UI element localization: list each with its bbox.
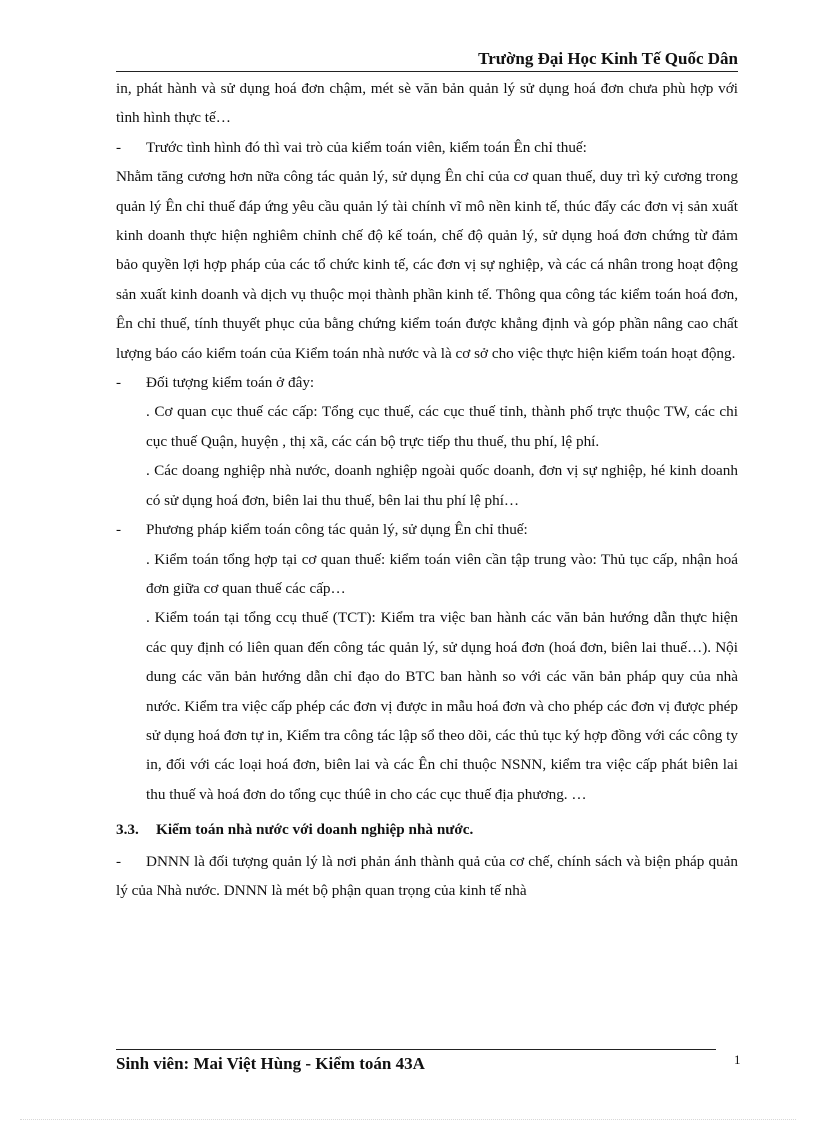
paragraph: Nhằm tăng cương hơn nữa công tác quản lý, sử dụng Ên chỉ của cơ quan thuế, duy trì kỷ cương trong quản lý Ên chỉ thuế đáp ứng yêu cầu quản lý tài chính vĩ mô nền kinh tế, thúc đẩy các đơn vị sản xuất kinh doanh thực hiện nghiêm chỉnh chế độ kế toán, chế độ quản lý, sử dụng hoá đơn chứng từ đảm bảo quyền lợi hợp pháp của các tổ chức kinh tế, các đơn vị sự nghiệp, và các cá nhân trong hoạt động sản xuất kinh doanh và dịch vụ thuộc mọi thành phần kinh tế. Thông qua công tác kiểm toán hoá đơn, Ên chỉ thuế, tính thuyết phục của bằng chứng kiểm toán được khẳng định và góp phần nâng cao chất lượng báo cáo kiểm toán của Kiểm toán nhà nước và là cơ sở cho việc thực hiện kiểm toán hoạt động. (116, 168, 738, 362)
section-heading (116, 815, 738, 844)
footer-rule (116, 1049, 716, 1050)
bullet-text: Đối tượng kiểm toán ở đây: (146, 374, 315, 392)
section-title: Kiểm toán nhà nước với doanh nghiệp nhà nước. (156, 821, 474, 839)
bullet-dash: - (116, 374, 122, 392)
paragraph: . Kiểm toán tại tổng ccụ thuế (TCT): Kiểm tra việc ban hành các văn bản hướng dẫn thực hiện các quy định có liên quan đến công tác quản lý, sử dụng hoá đơn (hoá đơn, biên lai thuế…). Nội dung các văn bản hướng dẫn chỉ đạo do BTC ban hành so với các văn bản pháp quy của nhà nước. Kiểm tra việc cấp phép các đơn vị được in mẫu hoá đơn và cho phép các đơn vị được phép sử dụng hoá đơn tự in, Kiểm tra công tác lập sổ theo dõi, các thủ tục ký hợp đồng với các công ty in, đối với các loại hoá đơn, biên lai và các Ên chỉ thuộc NSNN, kiểm tra việc cấp phát biên lai thu thuế và hoá đơn do tổng cục thúê in cho các cục thuế địa phương. … (146, 609, 738, 803)
document-body (116, 74, 738, 905)
bullet-text: Phương pháp kiểm toán công tác quản lý, sử dụng Ên chỉ thuế: (146, 521, 528, 539)
bullet-item (116, 515, 738, 544)
bullet-dash: - (116, 521, 122, 539)
running-header: Trường Đại Học Kinh Tế Quốc Dân (478, 49, 738, 68)
bullet-text: DNNN là đối tượng quản lý là nơi phản ánh thành quả của cơ chế, chính sách và biện pháp quản lý của Nhà nước. DNNN là mét bộ phận quan trọng của kinh tế nhà (116, 852, 738, 899)
footer-author: Sinh viên: Mai Việt Hùng - Kiểm toán 43A (116, 1054, 425, 1073)
paragraph: . Các doang nghiệp nhà nước, doanh nghiệp ngoài quốc doanh, đơn vị sự nghiệp, hé kinh doanh có sử dụng hoá đơn, biên lai thu thuế, bên lai thu phí lệ phí… (146, 462, 738, 509)
paragraph: . Cơ quan cục thuế các cấp: Tổng cục thuế, các cục thuế tỉnh, thành phố trực thuộc TW, các chi cục thuế Quận, huyện , thị xã, các cán bộ trực tiếp thu thuế, thu phí, lệ phí. (146, 403, 738, 450)
page-number: 1 (734, 1052, 741, 1067)
page-bottom-dotted-line (20, 1119, 796, 1120)
paragraph: in, phát hành và sử dụng hoá đơn chậm, mét sè văn bản quản lý sử dụng hoá đơn chưa phù hợp với tình hình thực tế… (116, 80, 738, 127)
bullet-dash: - (116, 138, 122, 156)
bullet-item (116, 368, 738, 397)
bullet-item (116, 847, 738, 906)
paragraph: . Kiểm toán tổng hợp tại cơ quan thuế: kiểm toán viên cần tập trung vào: Thủ tục cấp, nhận hoá đơn giữa cơ quan thuế các cấp… (146, 550, 738, 597)
header-rule (116, 71, 738, 72)
section-number: 3.3. (116, 821, 139, 839)
bullet-text: Trước tình hình đó thì vai trò của kiểm toán viên, kiểm toán Ên chỉ thuế: (146, 138, 587, 156)
bullet-dash: - (116, 852, 122, 870)
bullet-item (116, 133, 738, 162)
